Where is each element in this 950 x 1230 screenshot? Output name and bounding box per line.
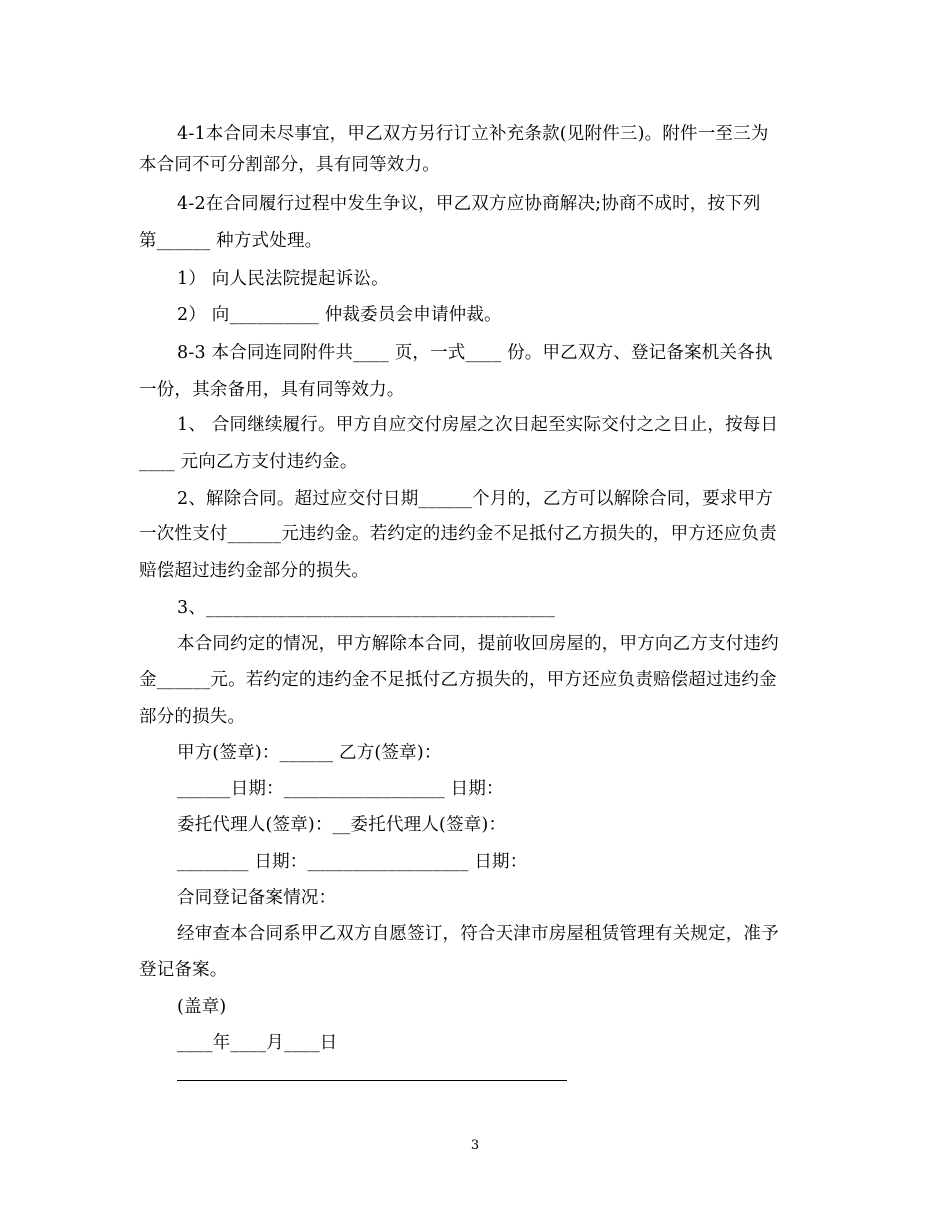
agent-signatures: 委托代理人(签章)：__委托代理人(签章)： (177, 815, 507, 835)
termination-clause-line-3: 部分的损失。 (139, 707, 246, 727)
agent-signature-dates: ________ 日期：__________________ 日期： (177, 852, 528, 872)
remedy-2-line-3: 赔偿超过违约金部分的损失。 (139, 561, 370, 581)
remedy-3: 3、_______________________________________ (177, 598, 556, 618)
option-arbitration: 2） 向__________ 仲裁委员会申请仲裁。 (177, 305, 502, 325)
clause-4-2-line-1: 4-2在合同履行过程中发生争议，甲乙双方应协商解决;协商不成时，按下列 (177, 194, 761, 214)
registration-heading: 合同登记备案情况： (177, 888, 337, 908)
page-number: 3 (470, 1138, 480, 1153)
remedy-1-line-2: ____ 元向乙方支付违约金。 (139, 452, 358, 472)
termination-clause-line-1: 本合同约定的情况，甲方解除本合同，提前收回房屋的，甲方向乙方支付违约 (177, 634, 779, 654)
party-signatures: 甲方(签章)：______ 乙方(签章)： (177, 743, 442, 763)
signature-dates: ______日期：__________________ 日期： (177, 779, 504, 799)
seal-label: (盖章) (177, 997, 227, 1017)
registration-review-line-1: 经审查本合同系甲乙双方自愿签订，符合天津市房屋租赁管理有关规定，准予 (177, 924, 779, 944)
remedy-2-line-2: 一次性支付______元违约金。若约定的违约金不足抵付乙方损失的，甲方还应负责 (139, 524, 777, 544)
registration-review-line-2: 登记备案。 (139, 960, 228, 980)
closing-rule (177, 1080, 567, 1081)
remedy-2-line-1: 2、解除合同。超过应交付日期______个月的，乙方可以解除合同，要求甲方 (177, 489, 774, 509)
termination-clause-line-2: 金______元。若约定的违约金不足抵付乙方损失的，甲方还应负责赔偿超过违约金 (139, 670, 777, 690)
option-litigation: 1） 向人民法院提起诉讼。 (177, 269, 389, 289)
clause-8-3-line-2: 一份，其余备用，具有同等效力。 (139, 380, 405, 400)
date-line: ____年____月____日 (177, 1033, 338, 1053)
remedy-1-line-1: 1、 合同继续履行。甲方自应交付房屋之次日起至实际交付之之日止，按每日 (177, 415, 779, 435)
clause-4-1-line-1: 4-1本合同未尽事宜，甲乙双方另行订立补充条款(见附件三)。附件一至三为 (177, 124, 769, 144)
clause-4-2-line-2: 第______ 种方式处理。 (139, 231, 323, 251)
clause-4-1-line-2: 本合同不可分割部分，具有同等效力。 (139, 155, 440, 175)
clause-8-3-line-1: 8-3 本合同连同附件共____ 页，一式____ 份。甲乙双方、登记备案机关各执 (177, 343, 773, 363)
